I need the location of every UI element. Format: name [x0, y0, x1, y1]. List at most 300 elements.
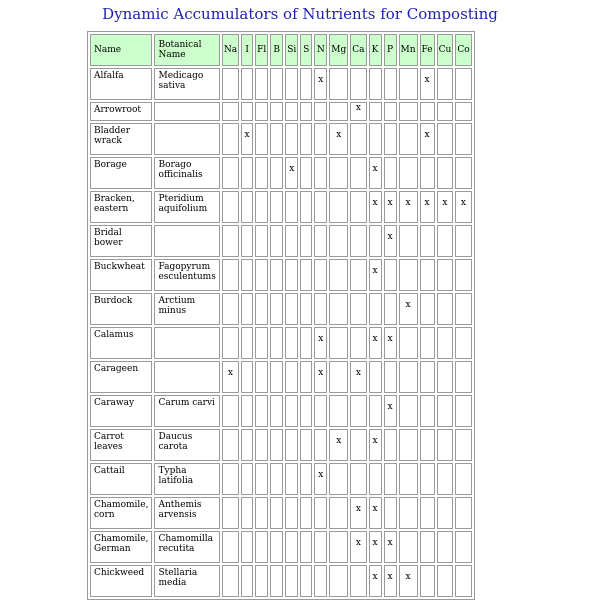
nutrient-cell — [285, 102, 298, 121]
botanical-name-line: Arctium — [158, 296, 196, 306]
nutrient-cell — [300, 429, 312, 461]
nutrient-cell — [270, 102, 283, 121]
nutrient-cell — [455, 225, 471, 257]
nutrient-cell — [437, 463, 454, 495]
nutrient-cell — [369, 327, 382, 359]
nutrient-cell — [399, 361, 418, 393]
nutrient-cell — [384, 463, 397, 495]
header-botanical-line: Name — [158, 50, 186, 60]
nutrient-cell — [255, 123, 268, 155]
nutrient-cell — [384, 327, 397, 359]
nutrient-cell — [222, 225, 239, 257]
nutrient-cell — [285, 361, 298, 393]
nutrient-cell — [314, 531, 327, 563]
botanical-name — [154, 361, 219, 393]
nutrient-cell — [314, 157, 327, 189]
nutrient-cell — [350, 497, 366, 529]
table-row — [90, 102, 472, 121]
nutrient-cell — [369, 497, 382, 529]
botanical-name-line: arvensis — [158, 510, 197, 520]
botanical-name-line: Medicago — [158, 71, 204, 81]
nutrient-cell — [329, 123, 348, 155]
nutrient-cell — [384, 102, 397, 121]
nutrient-cell — [384, 225, 397, 257]
table-body — [90, 68, 472, 597]
botanical-name — [154, 429, 219, 461]
nutrient-cell — [399, 123, 418, 155]
nutrient-cell — [329, 497, 348, 529]
botanical-name — [154, 191, 219, 223]
nutrient-cell — [369, 68, 382, 100]
botanical-name-line: aquifolium — [158, 204, 208, 214]
header-nutrient: Mn — [399, 34, 418, 66]
plant-name — [90, 102, 152, 121]
header-nutrient: Na — [222, 34, 239, 66]
nutrient-cell — [384, 429, 397, 461]
nutrient-cell — [455, 327, 471, 359]
nutrient-cell — [255, 463, 268, 495]
nutrient-mark: x — [387, 572, 393, 582]
nutrient-cell — [314, 191, 327, 223]
nutrient-cell — [350, 102, 366, 121]
nutrient-cell — [241, 123, 253, 155]
nutrient-mark: x — [387, 232, 393, 242]
nutrient-cell — [437, 497, 454, 529]
nutrient-cell — [314, 463, 327, 495]
nutrient-cell — [455, 191, 471, 223]
nutrient-cell — [300, 123, 312, 155]
nutrient-mark: x — [387, 402, 393, 412]
nutrient-cell — [420, 565, 435, 597]
nutrient-cell — [329, 191, 348, 223]
plant-name — [90, 395, 152, 427]
nutrient-cell — [314, 395, 327, 427]
table-row — [90, 293, 472, 325]
plant-name — [90, 293, 152, 325]
nutrient-cell — [350, 191, 366, 223]
plant-name-line: Borage — [94, 160, 127, 170]
nutrient-cell — [270, 191, 283, 223]
table-row — [90, 225, 472, 257]
nutrient-cell — [350, 293, 366, 325]
nutrient-cell — [255, 259, 268, 291]
nutrient-cell — [455, 157, 471, 189]
nutrient-mark: x — [336, 130, 342, 140]
nutrient-cell — [300, 463, 312, 495]
header-row — [90, 34, 472, 66]
nutrient-cell — [350, 361, 366, 393]
plant-name — [90, 259, 152, 291]
nutrient-cell — [369, 395, 382, 427]
header-nutrient: Fe — [420, 34, 435, 66]
nutrient-cell — [222, 191, 239, 223]
nutrient-cell — [285, 565, 298, 597]
plant-name — [90, 531, 152, 563]
nutrient-cell — [300, 102, 312, 121]
nutrient-cell — [329, 102, 348, 121]
nutrient-cell — [241, 327, 253, 359]
nutrient-mark: x — [372, 334, 378, 344]
nutrient-cell — [369, 531, 382, 563]
page-title: Dynamic Accumulators of Nutrients for Composting — [102, 5, 498, 23]
plant-name-line: Cattail — [94, 466, 125, 476]
nutrient-cell — [255, 225, 268, 257]
nutrient-cell — [285, 497, 298, 529]
nutrient-cell — [222, 259, 239, 291]
plant-name-line: Caraway — [94, 398, 135, 408]
botanical-name-line: sativa — [158, 81, 186, 91]
nutrient-cell — [455, 102, 471, 121]
botanical-name — [154, 327, 219, 359]
nutrient-mark: x — [372, 164, 378, 174]
nutrient-cell — [437, 123, 454, 155]
nutrient-cell — [369, 565, 382, 597]
nutrient-cell — [241, 565, 253, 597]
table-row — [90, 361, 472, 393]
nutrient-mark: x — [405, 300, 411, 310]
nutrient-cell — [384, 531, 397, 563]
nutrient-cell — [241, 68, 253, 100]
nutrient-cell — [350, 123, 366, 155]
nutrient-cell — [314, 123, 327, 155]
header-nutrient: P — [384, 34, 397, 66]
nutrient-cell — [399, 68, 418, 100]
nutrient-mark: x — [372, 538, 378, 548]
nutrient-cell — [241, 361, 253, 393]
nutrient-mark: x — [355, 538, 361, 548]
nutrient-cell — [255, 361, 268, 393]
nutrient-cell — [222, 293, 239, 325]
nutrient-cell — [437, 361, 454, 393]
nutrient-cell — [241, 157, 253, 189]
nutrient-cell — [399, 463, 418, 495]
nutrient-cell — [420, 123, 435, 155]
botanical-name — [154, 123, 219, 155]
nutrient-cell — [329, 395, 348, 427]
nutrient-cell — [222, 395, 239, 427]
nutrient-cell — [420, 157, 435, 189]
table-row — [90, 429, 472, 461]
plant-name — [90, 497, 152, 529]
nutrient-cell — [420, 102, 435, 121]
plant-name — [90, 68, 152, 100]
nutrient-cell — [314, 361, 327, 393]
nutrient-cell — [222, 429, 239, 461]
nutrient-cell — [300, 395, 312, 427]
nutrient-cell — [369, 293, 382, 325]
botanical-name-line: latifolia — [158, 476, 194, 486]
botanical-name — [154, 463, 219, 495]
nutrient-cell — [285, 191, 298, 223]
nutrient-cell — [285, 463, 298, 495]
nutrient-cell — [329, 225, 348, 257]
nutrient-cell — [300, 68, 312, 100]
nutrient-cell — [455, 68, 471, 100]
nutrient-mark: x — [442, 198, 448, 208]
nutrient-cell — [329, 565, 348, 597]
nutrient-cell — [420, 293, 435, 325]
nutrient-cell — [350, 531, 366, 563]
nutrient-mark: x — [424, 75, 430, 85]
nutrient-cell — [255, 497, 268, 529]
nutrient-cell — [384, 68, 397, 100]
table-row — [90, 191, 472, 223]
nutrient-cell — [270, 395, 283, 427]
nutrient-cell — [369, 259, 382, 291]
nutrient-cell — [300, 225, 312, 257]
nutrient-cell — [314, 327, 327, 359]
nutrient-cell — [241, 429, 253, 461]
nutrient-cell — [329, 429, 348, 461]
header-nutrient: Cu — [437, 34, 454, 66]
plant-name — [90, 225, 152, 257]
nutrient-cell — [270, 429, 283, 461]
nutrient-cell — [270, 361, 283, 393]
nutrient-cell — [314, 225, 327, 257]
nutrient-cell — [350, 429, 366, 461]
nutrient-cell — [455, 293, 471, 325]
header-nutrient: Ca — [350, 34, 366, 66]
nutrient-cell — [420, 531, 435, 563]
nutrient-cell — [384, 259, 397, 291]
nutrient-cell — [222, 531, 239, 563]
nutrient-mark: x — [336, 436, 342, 446]
nutrient-cell — [384, 191, 397, 223]
nutrient-cell — [350, 463, 366, 495]
nutrient-mark: x — [355, 368, 361, 378]
nutrient-cell — [255, 429, 268, 461]
nutrient-cell — [350, 225, 366, 257]
nutrient-cell — [241, 225, 253, 257]
nutrient-cell — [437, 225, 454, 257]
nutrient-cell — [222, 565, 239, 597]
nutrient-cell — [285, 68, 298, 100]
nutrient-cell — [384, 157, 397, 189]
nutrient-cell — [369, 102, 382, 121]
nutrient-cell — [399, 259, 418, 291]
nutrient-cell — [285, 123, 298, 155]
nutrient-cell — [399, 395, 418, 427]
botanical-name-line: esculentums — [158, 272, 216, 282]
nutrient-cell — [255, 531, 268, 563]
nutrient-cell — [285, 395, 298, 427]
plant-name-line: bower — [94, 238, 123, 248]
nutrient-cell — [300, 327, 312, 359]
nutrient-mark: x — [405, 198, 411, 208]
nutrient-cell — [437, 259, 454, 291]
nutrient-cell — [270, 68, 283, 100]
nutrient-cell — [369, 463, 382, 495]
nutrient-cell — [314, 68, 327, 100]
nutrient-cell — [455, 531, 471, 563]
plant-name — [90, 191, 152, 223]
nutrient-cell — [437, 565, 454, 597]
nutrient-cell — [314, 429, 327, 461]
nutrient-cell — [437, 395, 454, 427]
nutrient-cell — [222, 102, 239, 121]
nutrient-cell — [369, 123, 382, 155]
nutrient-cell — [255, 191, 268, 223]
nutrient-cell — [455, 463, 471, 495]
nutrient-cell — [455, 259, 471, 291]
nutrient-cell — [270, 327, 283, 359]
botanical-name-line: Borago — [158, 160, 192, 170]
table-row — [90, 395, 472, 427]
nutrient-cell — [455, 565, 471, 597]
table-row — [90, 565, 472, 597]
nutrient-mark: x — [387, 198, 393, 208]
header-name: Name — [90, 34, 152, 66]
header-nutrient: K — [369, 34, 382, 66]
plant-name-line: Bracken, — [94, 194, 135, 204]
nutrient-cell — [222, 157, 239, 189]
nutrient-cell — [222, 123, 239, 155]
nutrient-cell — [384, 497, 397, 529]
nutrient-cell — [270, 565, 283, 597]
nutrient-mark: x — [318, 368, 324, 378]
botanical-name-line: officinalis — [158, 170, 203, 180]
plant-name-line: Bladder — [94, 126, 131, 136]
plant-name-line: Calamus — [94, 330, 134, 340]
nutrient-mark: x — [387, 538, 393, 548]
nutrient-cell — [437, 531, 454, 563]
plant-name-line: corn — [94, 510, 115, 520]
nutrient-mark: x — [387, 334, 393, 344]
nutrient-cell — [241, 395, 253, 427]
botanical-name — [154, 531, 219, 563]
nutrient-cell — [399, 327, 418, 359]
nutrient-cell — [420, 259, 435, 291]
nutrient-cell — [285, 225, 298, 257]
nutrient-cell — [241, 531, 253, 563]
nutrient-cell — [270, 157, 283, 189]
nutrient-cell — [270, 531, 283, 563]
header-nutrient: S — [300, 34, 312, 66]
nutrient-cell — [300, 497, 312, 529]
nutrient-cell — [300, 259, 312, 291]
nutrient-cell — [314, 293, 327, 325]
nutrient-cell — [222, 68, 239, 100]
plant-name — [90, 429, 152, 461]
botanical-name-line: media — [158, 578, 187, 588]
nutrient-cell — [222, 497, 239, 529]
nutrient-cell — [384, 123, 397, 155]
nutrient-cell — [222, 327, 239, 359]
nutrient-cell — [369, 191, 382, 223]
nutrient-mark: x — [318, 75, 324, 85]
nutrient-cell — [437, 191, 454, 223]
nutrient-cell — [300, 157, 312, 189]
nutrient-cell — [241, 259, 253, 291]
nutrient-cell — [350, 68, 366, 100]
nutrient-cell — [437, 68, 454, 100]
botanical-name — [154, 102, 219, 121]
nutrient-cell — [329, 327, 348, 359]
nutrient-cell — [455, 497, 471, 529]
nutrient-cell — [420, 191, 435, 223]
nutrient-cell — [241, 102, 253, 121]
nutrient-cell — [314, 565, 327, 597]
plant-name-line: Chamomile, — [94, 500, 149, 510]
nutrient-cell — [420, 327, 435, 359]
nutrient-mark: x — [460, 198, 466, 208]
plant-name — [90, 157, 152, 189]
table-row — [90, 531, 472, 563]
plant-name-line: eastern — [94, 204, 129, 214]
botanical-name-line: Chamomilla — [158, 534, 214, 544]
nutrient-cell — [399, 191, 418, 223]
nutrient-cell — [399, 429, 418, 461]
table-row — [90, 157, 472, 189]
nutrient-cell — [420, 225, 435, 257]
header-botanical-line: Botanical — [158, 40, 202, 50]
plant-name — [90, 123, 152, 155]
nutrient-cell — [270, 123, 283, 155]
header-nutrient: B — [270, 34, 283, 66]
nutrient-cell — [437, 102, 454, 121]
nutrient-mark: x — [227, 368, 233, 378]
plant-name-line: wrack — [94, 136, 122, 146]
botanical-name-line: Daucus — [158, 432, 193, 442]
botanical-name-line: carota — [158, 442, 188, 452]
table-row — [90, 463, 472, 495]
nutrient-cell — [437, 157, 454, 189]
nutrient-cell — [270, 497, 283, 529]
plant-name-line: German — [94, 544, 131, 554]
nutrient-cell — [350, 565, 366, 597]
nutrient-cell — [241, 497, 253, 529]
nutrient-cell — [300, 191, 312, 223]
nutrient-mark: x — [244, 130, 250, 140]
nutrient-cell — [350, 157, 366, 189]
nutrient-cell — [285, 157, 298, 189]
botanical-name — [154, 293, 219, 325]
nutrient-cell — [285, 327, 298, 359]
nutrient-cell — [300, 361, 312, 393]
nutrient-cell — [350, 259, 366, 291]
nutrient-cell — [437, 429, 454, 461]
nutrient-mark: x — [318, 470, 324, 480]
nutrient-cell — [384, 361, 397, 393]
header-nutrient: Fl — [255, 34, 268, 66]
nutrient-cell — [329, 259, 348, 291]
botanical-name-line: Anthemis — [158, 500, 202, 510]
plant-name-line: Bridal — [94, 228, 122, 238]
nutrient-cell — [399, 497, 418, 529]
table-row — [90, 68, 472, 100]
nutrient-cell — [369, 361, 382, 393]
nutrient-cell — [437, 293, 454, 325]
botanical-name-line: Carum carvi — [158, 398, 215, 408]
plant-name-line: Buckwheat — [94, 262, 145, 272]
plant-name — [90, 565, 152, 597]
nutrient-cell — [329, 361, 348, 393]
nutrient-cell — [255, 395, 268, 427]
nutrient-cell — [384, 293, 397, 325]
nutrient-mark: x — [424, 130, 430, 140]
nutrient-cell — [455, 361, 471, 393]
nutrient-cell — [255, 565, 268, 597]
nutrient-cell — [314, 102, 327, 121]
nutrient-cell — [399, 531, 418, 563]
plant-name-line: Carageen — [94, 364, 139, 374]
nutrient-mark: x — [405, 572, 411, 582]
plant-name-line: Carrot — [94, 432, 124, 442]
nutrient-cell — [455, 395, 471, 427]
nutrient-cell — [350, 395, 366, 427]
nutrient-cell — [399, 157, 418, 189]
nutrient-mark: x — [355, 102, 361, 113]
